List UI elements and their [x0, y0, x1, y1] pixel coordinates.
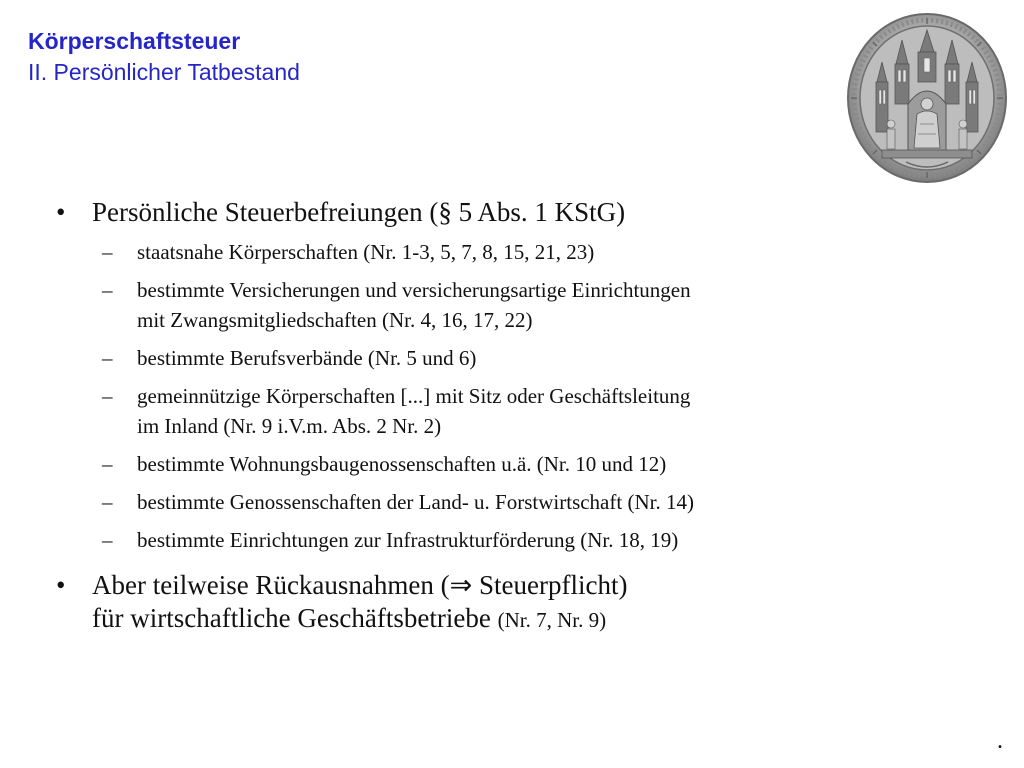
bullet-marker: •: [56, 570, 66, 600]
sub-item-staatsnahe: [56, 237, 936, 267]
sub-item-text: gemeinnützige Körperschaften [...] mit Sitz oder Geschäftsleitung: [137, 384, 691, 408]
dash-marker: –: [102, 452, 113, 476]
dash-marker: –: [102, 490, 113, 514]
footer-dot: .: [997, 728, 1003, 754]
dash-marker: –: [102, 346, 113, 370]
sub-item-text: staatsnahe Körperschaften (Nr. 1-3, 5, 7, 8, 15, 21, 23): [137, 240, 595, 264]
sub-item-gemeinnuetzige: [56, 381, 936, 441]
slide-title: Körperschaftsteuer: [28, 28, 241, 54]
dash-marker: –: [102, 384, 113, 408]
sub-item-text: bestimmte Einrichtungen zur Infrastrukturförderung (Nr. 18, 19): [137, 528, 679, 552]
sub-item-berufsverbaende: [56, 343, 936, 373]
sub-item-land-forstwirtschaft: [56, 487, 936, 517]
bullet-marker: •: [56, 197, 66, 227]
bullet-text-continued: [92, 602, 936, 637]
sub-item-text: bestimmte Wohnungsbaugenossenschaften u.ä. (Nr. 10 und 12): [137, 452, 667, 476]
slide-subtitle: II. Persönlicher Tatbestand: [28, 59, 300, 85]
seal-graphic: [846, 12, 1008, 184]
dash-marker: –: [102, 240, 113, 264]
sub-item-text: bestimmte Genossenschaften der Land- u. Forstwirtschaft (Nr. 14): [137, 490, 694, 514]
slide-title-block: [28, 26, 300, 88]
bullet-text-main: für wirtschaftliche Geschäftsbetriebe: [92, 603, 491, 633]
bullet-text: Aber teilweise Rückausnahmen (⇒ Steuerpflicht): [92, 570, 628, 600]
slide-content: [56, 196, 936, 645]
sub-item-text: bestimmte Versicherungen und versicherungsartige Einrichtungen: [137, 278, 691, 302]
sub-item-wohnungsbau: [56, 449, 936, 479]
bullet-text: Persönliche Steuerbefreiungen (§ 5 Abs. 1 KStG): [92, 197, 626, 227]
sub-item-text-continued: mit Zwangsmitgliedschaften (Nr. 4, 16, 17, 22): [137, 308, 533, 332]
bullet-item-rueckausnahmen: [56, 569, 936, 637]
dash-marker: –: [102, 278, 113, 302]
sub-item-text-continued: im Inland (Nr. 9 i.V.m. Abs. 2 Nr. 2): [137, 414, 442, 438]
sub-item-versicherungen: [56, 275, 936, 335]
bullet-text-reference: (Nr. 7, Nr. 9): [497, 608, 607, 632]
dash-marker: –: [102, 528, 113, 552]
sub-item-text: bestimmte Berufsverbände (Nr. 5 und 6): [137, 346, 477, 370]
bullet-item-steuerbefreiungen: [56, 196, 936, 229]
sub-item-infrastruktur: [56, 525, 936, 555]
university-seal-icon: [846, 12, 1008, 184]
